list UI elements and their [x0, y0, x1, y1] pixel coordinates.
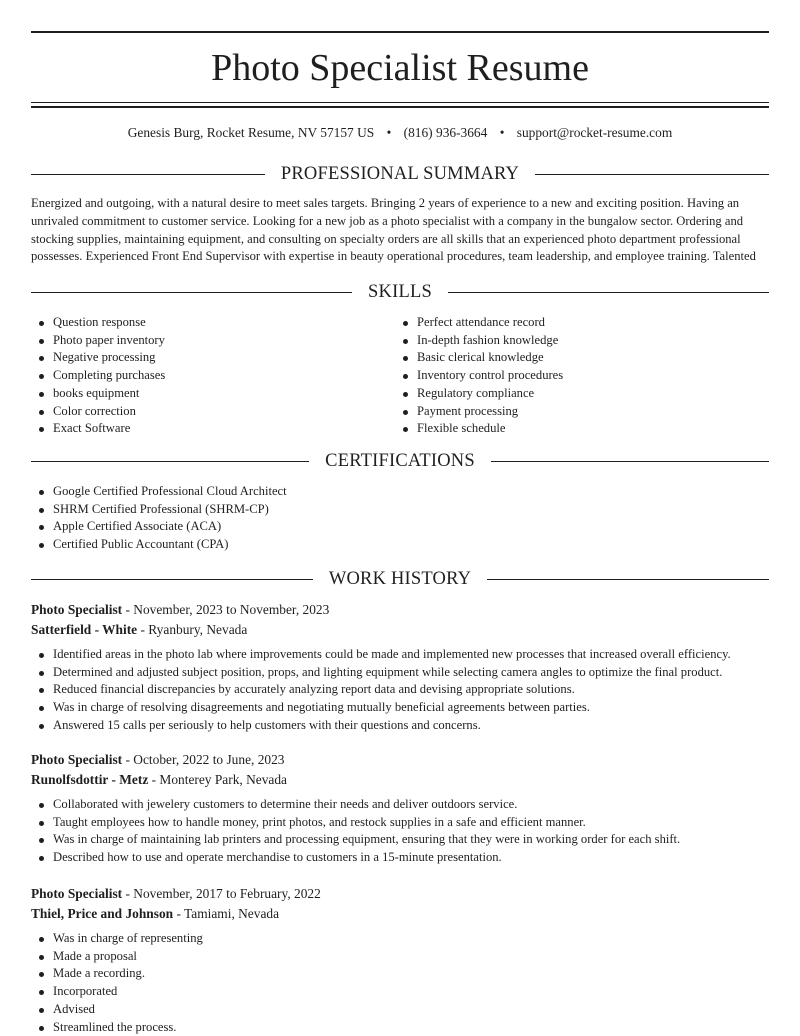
summary-text: Energized and outgoing, with a natural desire to meet sales targets. Bringing 2 years of experience to a new and exciting position. Having an unrivaled commitment to customer service. Looking for a new job as a photo specialist with a company in the bungalow sector. Ordering and stocking supplies, maintaining equipment, and consulting on specialty orders are all skills that an experienced photo department professional possesses. Experienced Front End Supervisor with expertise in beauty operational procedures, team leadership, and employee training. Talented — [31, 196, 756, 264]
skills-section-header — [31, 279, 769, 305]
job-entry — [31, 884, 769, 1036]
certification-item: Certified Public Accountant (CPA) — [31, 536, 769, 554]
job-title-line — [31, 750, 769, 770]
job-company: Satterfield - White — [31, 621, 138, 637]
job-bullet: Was in charge of resolving disagreements and negotiating mutually beneficial agreements between parties. — [31, 699, 769, 717]
job-bullet: Advised — [31, 1001, 769, 1019]
job-title-line — [31, 600, 769, 620]
skill-item: Basic clerical knowledge — [395, 349, 769, 367]
job-bullet: Taught employees how to handle money, print photos, and restock supplies in a safe and efficient manner. — [31, 814, 769, 832]
job-location: - Monterey Park, Nevada — [148, 771, 287, 787]
skills-heading: SKILLS — [368, 282, 432, 302]
summary-heading: PROFESSIONAL SUMMARY — [280, 164, 520, 184]
section-rule-right — [535, 174, 769, 175]
job-bullet: Identified areas in the photo lab where improvements could be made and implemented new processes that increased overall efficiency. — [31, 646, 769, 664]
contact-address: Genesis Burg, Rocket Resume, NV 57157 US — [127, 125, 375, 140]
job-dates: - November, 2017 to February, 2022 — [122, 886, 321, 901]
skill-item: Regulatory compliance — [395, 385, 769, 403]
skill-item: Color correction — [31, 403, 391, 421]
job-bullet: Answered 15 calls per seriously to help customers with their questions and concerns. — [31, 717, 769, 735]
job-bullet: Determined and adjusted subject position, props, and lighting equipment while selecting camera angles to optimize the final product. — [31, 664, 769, 682]
section-rule-left — [31, 579, 313, 580]
summary-section-header — [31, 161, 769, 187]
job-bullet: Was in charge of representing — [31, 930, 769, 948]
certification-item: Apple Certified Associate (ACA) — [31, 518, 769, 536]
job-company: Runolfsdottir - Metz — [31, 771, 149, 787]
job-company-line — [31, 770, 769, 790]
skill-item: books equipment — [31, 385, 391, 403]
job-title: Photo Specialist — [31, 752, 123, 767]
skills-list-left — [31, 314, 391, 438]
job-bullets — [31, 930, 769, 1036]
title-rule-thick — [31, 106, 769, 108]
section-rule-right — [487, 579, 769, 580]
job-bullet: Collaborated with jewelery customers to determine their needs and deliver outdoors service. — [31, 796, 769, 814]
section-rule-right — [448, 292, 769, 293]
job-title-line — [31, 884, 769, 904]
job-location: - Ryanbury, Nevada — [137, 621, 248, 637]
job-title: Photo Specialist — [31, 886, 123, 901]
job-bullet: Made a recording. — [31, 965, 769, 983]
job-bullets — [31, 796, 769, 867]
job-bullet: Described how to use and operate merchandise to customers in a 15-minute presentation. — [31, 849, 769, 867]
section-rule-right — [491, 461, 769, 462]
resume-title: Photo Specialist Resume — [211, 47, 589, 89]
skill-item: Exact Software — [31, 420, 391, 438]
title-rule-thin — [31, 102, 769, 103]
job-entry — [31, 600, 769, 735]
job-company-line — [31, 620, 769, 640]
work-section-header — [31, 566, 769, 592]
skill-item: Question response — [31, 314, 391, 332]
top-rule — [31, 31, 769, 33]
job-company-line — [31, 904, 769, 924]
skill-item: Completing purchases — [31, 367, 391, 385]
certifications-heading: CERTIFICATIONS — [325, 451, 475, 471]
certification-item: SHRM Certified Professional (SHRM-CP) — [31, 501, 769, 519]
skill-item: In-depth fashion knowledge — [395, 332, 769, 350]
job-bullet: Was in charge of maintaining lab printers and processing equipment, ensuring that they were in working order for each shift. — [31, 831, 769, 849]
job-bullet: Streamlined the process. — [31, 1019, 769, 1036]
contact-email: support@rocket-resume.com — [516, 125, 673, 140]
job-bullets — [31, 646, 769, 735]
skill-item: Perfect attendance record — [395, 314, 769, 332]
section-rule-left — [31, 174, 265, 175]
skill-item: Negative processing — [31, 349, 391, 367]
section-rule-left — [31, 461, 309, 462]
job-location: - Tamiami, Nevada — [173, 905, 280, 921]
contact-line — [31, 124, 769, 142]
skill-item: Inventory control procedures — [395, 367, 769, 385]
job-bullet: Incorporated — [31, 983, 769, 1001]
contact-phone: (816) 936-3664 — [403, 125, 488, 140]
skills-list-right — [395, 314, 769, 438]
job-dates: - October, 2022 to June, 2023 — [122, 752, 285, 767]
skill-item: Photo paper inventory — [31, 332, 391, 350]
certifications-list — [31, 483, 769, 554]
job-bullet: Made a proposal — [31, 948, 769, 966]
contact-separator: • — [386, 125, 392, 140]
certification-item: Google Certified Professional Cloud Architect — [31, 483, 769, 501]
job-title: Photo Specialist — [31, 602, 123, 617]
job-company: Thiel, Price and Johnson — [31, 905, 174, 921]
job-entry — [31, 750, 769, 867]
contact-separator: • — [499, 125, 505, 140]
job-dates: - November, 2023 to November, 2023 — [122, 602, 330, 617]
job-bullet: Reduced financial discrepancies by accurately analyzing report data and devising appropriate solutions. — [31, 681, 769, 699]
work-heading: WORK HISTORY — [328, 569, 472, 589]
skill-item: Flexible schedule — [395, 420, 769, 438]
certifications-section-header — [31, 448, 769, 474]
section-rule-left — [31, 292, 352, 293]
skill-item: Payment processing — [395, 403, 769, 421]
